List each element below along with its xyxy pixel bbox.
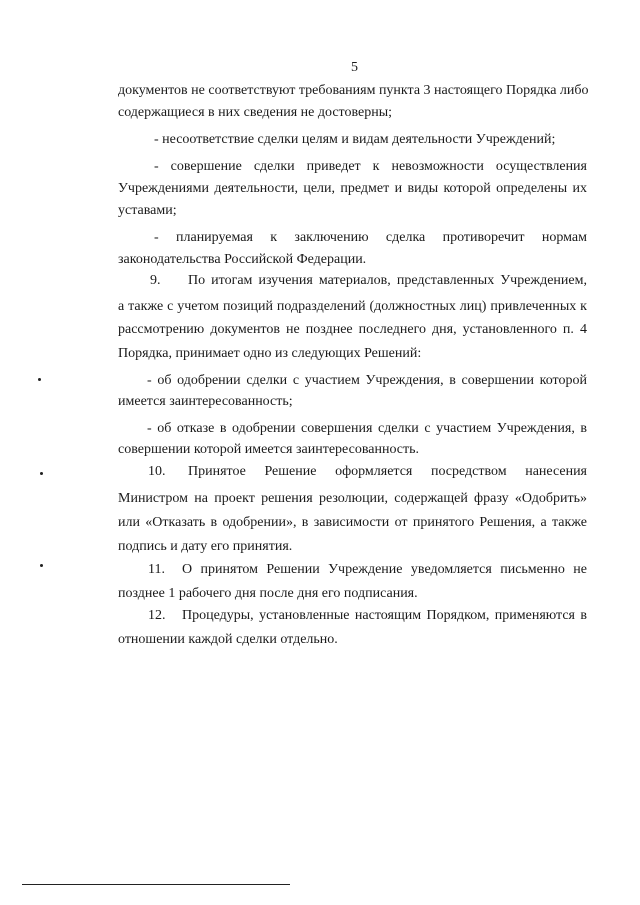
text-line: отношении каждой сделки отдельно. [118, 632, 338, 647]
text-line: Учреждениями деятельности, цели, предмет и виды которой определены их [118, 181, 587, 196]
text-line: документов не соответствуют требованиям пункта 3 настоящего Порядка либо [118, 83, 589, 98]
text-line: Министром на проект решения резолюции, содержащей фразу «Одобрить» [118, 491, 587, 506]
text-line: Принятое Решение оформляется посредством нанесения [188, 464, 587, 479]
item-number: 10. [148, 464, 166, 479]
text-line: совершении которой имеется заинтересованность. [118, 442, 420, 457]
text-line: содержащиеся в них сведения не достоверны; [118, 105, 393, 120]
page-number: 5 [351, 60, 358, 75]
text-line: - планируемая к заключению сделка противоречит нормам [154, 230, 587, 245]
text-line: - об отказе в одобрении совершения сделки с участием Учреждения, в [147, 421, 587, 436]
scan-mark [38, 378, 41, 381]
text-line: рассмотрению документов не позднее последнего дня, установленного п. 4 [118, 322, 587, 337]
text-line: - об одобрении сделки с участием Учреждения, в совершении которой [147, 373, 587, 388]
text-line: законодательства Российской Федерации. [118, 252, 367, 267]
text-line: а также с учетом позиций подразделений (должностных лиц) привлеченных к [118, 299, 587, 314]
item-number: 12. [148, 608, 166, 623]
text-line: позднее 1 рабочего дня после дня его подписания. [118, 586, 418, 601]
text-line: - совершение сделки приведет к невозможности осуществления [154, 159, 587, 174]
text-line: уставами; [118, 203, 177, 218]
text-line: По итогам изучения материалов, представленных Учреждением, [188, 273, 587, 288]
text-line: или «Отказать в одобрении», в зависимости от принятого Решения, а также [118, 515, 587, 530]
scan-mark [40, 564, 43, 567]
footer-rule [22, 884, 290, 885]
text-line: Процедуры, установленные настоящим Порядком, применяются в [182, 608, 587, 623]
text-line: имеется заинтересованность; [118, 394, 293, 409]
text-line: Порядка, принимает одно из следующих Решений: [118, 346, 422, 361]
text-line: О принятом Решении Учреждение уведомляется письменно не [182, 562, 587, 577]
text-line: - несоответствие сделки целям и видам деятельности Учреждений; [154, 132, 556, 147]
scan-mark [40, 472, 43, 475]
text-line: подпись и дату его принятия. [118, 539, 293, 554]
item-number: 11. [148, 562, 165, 577]
item-number: 9. [150, 273, 161, 288]
